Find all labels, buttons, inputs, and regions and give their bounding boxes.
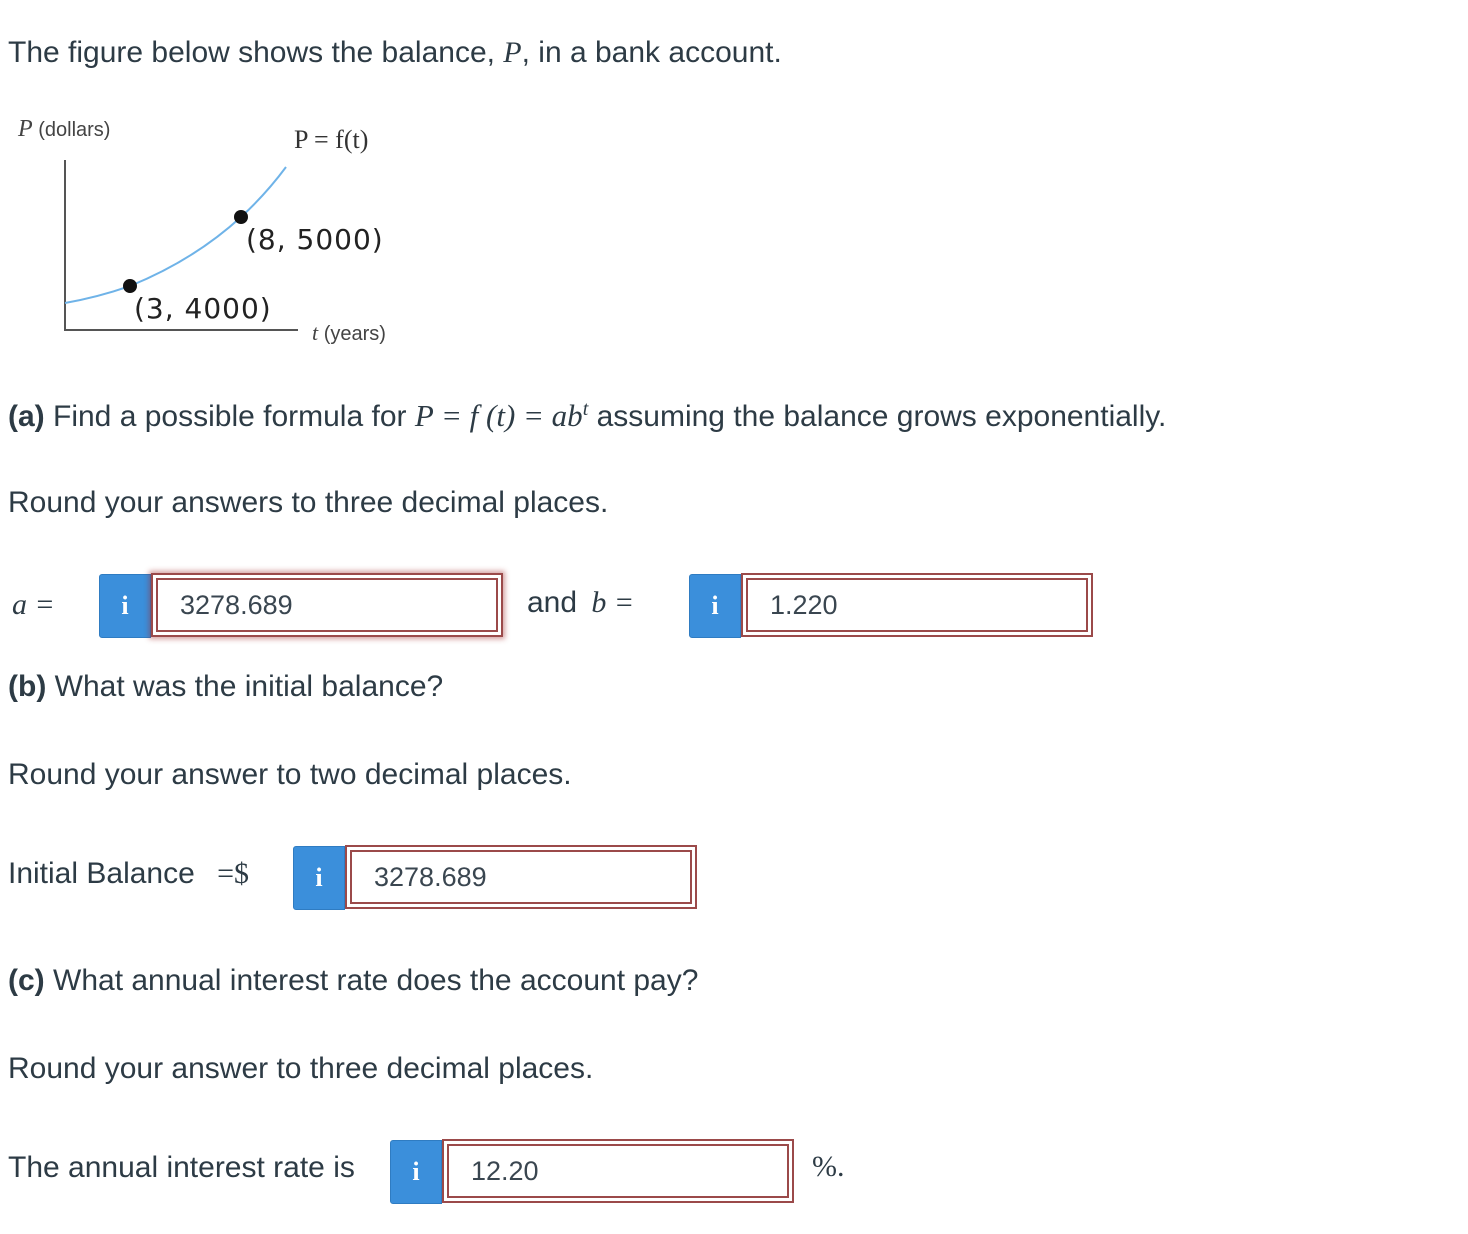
interest-rate-input[interactable] (442, 1139, 794, 1203)
point-3-4000 (123, 279, 137, 293)
initial-balance-label (8, 857, 249, 891)
part-c-question-text: What annual interest rate does the account pay? (44, 964, 699, 997)
intro-text-after: , in a bank account. (521, 36, 782, 69)
b-label-group (527, 586, 634, 620)
intro-text (8, 36, 782, 70)
part-a-question (8, 398, 1166, 434)
intro-text-before: The figure below shows the balance, (8, 36, 504, 69)
part-b-instruction: Round your answer to two decimal places. (8, 758, 572, 791)
a-input-value[interactable]: 3278.689 (156, 578, 498, 632)
initial-balance-eq: =$ (217, 857, 250, 890)
initial-balance-input-value[interactable]: 3278.689 (350, 850, 692, 904)
y-axis-label (18, 116, 110, 143)
b-input[interactable] (741, 573, 1093, 637)
part-b-question (8, 670, 443, 704)
part-a-prefix: (a) (8, 400, 45, 433)
percent-suffix: %. (812, 1150, 845, 1183)
x-axis-label (312, 320, 386, 346)
interest-rate-input-value[interactable]: 12.20 (447, 1144, 789, 1198)
info-icon[interactable]: i (689, 574, 741, 638)
point1-label: (3, 4000) (134, 292, 272, 325)
a-label: a = (12, 588, 55, 621)
point-8-5000 (234, 210, 248, 224)
part-a-instruction: Round your answers to three decimal places. (8, 486, 609, 519)
b-input-value[interactable]: 1.220 (746, 578, 1088, 632)
y-axis-unit: (dollars) (38, 119, 111, 141)
initial-balance-input[interactable] (345, 845, 697, 909)
interest-rate-label: The annual interest rate is (8, 1151, 355, 1184)
part-b-question-text: What was the initial balance? (46, 670, 444, 703)
info-icon[interactable]: i (99, 574, 151, 638)
part-a-formula-exp: t (582, 398, 589, 420)
part-c-prefix: (c) (8, 964, 45, 997)
point2-label: (8, 5000) (246, 223, 384, 256)
balance-graph (14, 110, 434, 360)
and-label: and (527, 586, 578, 619)
curve-label: P = f(t) (294, 125, 369, 154)
initial-balance-text: Initial Balance (8, 857, 195, 890)
part-c-instruction: Round your answer to three decimal places. (8, 1052, 594, 1085)
x-axis-var: t (312, 320, 319, 345)
b-label: b = (591, 586, 635, 619)
part-a-formula: P = f (t) = ab (414, 398, 583, 433)
part-b-prefix: (b) (8, 670, 47, 703)
a-input[interactable] (151, 573, 503, 637)
info-icon[interactable]: i (390, 1140, 442, 1204)
part-a-text-after: assuming the balance grows exponentially. (588, 400, 1167, 433)
x-axis-unit: (years) (323, 323, 386, 345)
part-c-question (8, 964, 698, 998)
info-icon[interactable]: i (293, 846, 345, 910)
intro-var: P (503, 36, 522, 69)
y-axis-var: P (18, 116, 33, 142)
part-a-text-before: Find a possible formula for (44, 400, 415, 433)
